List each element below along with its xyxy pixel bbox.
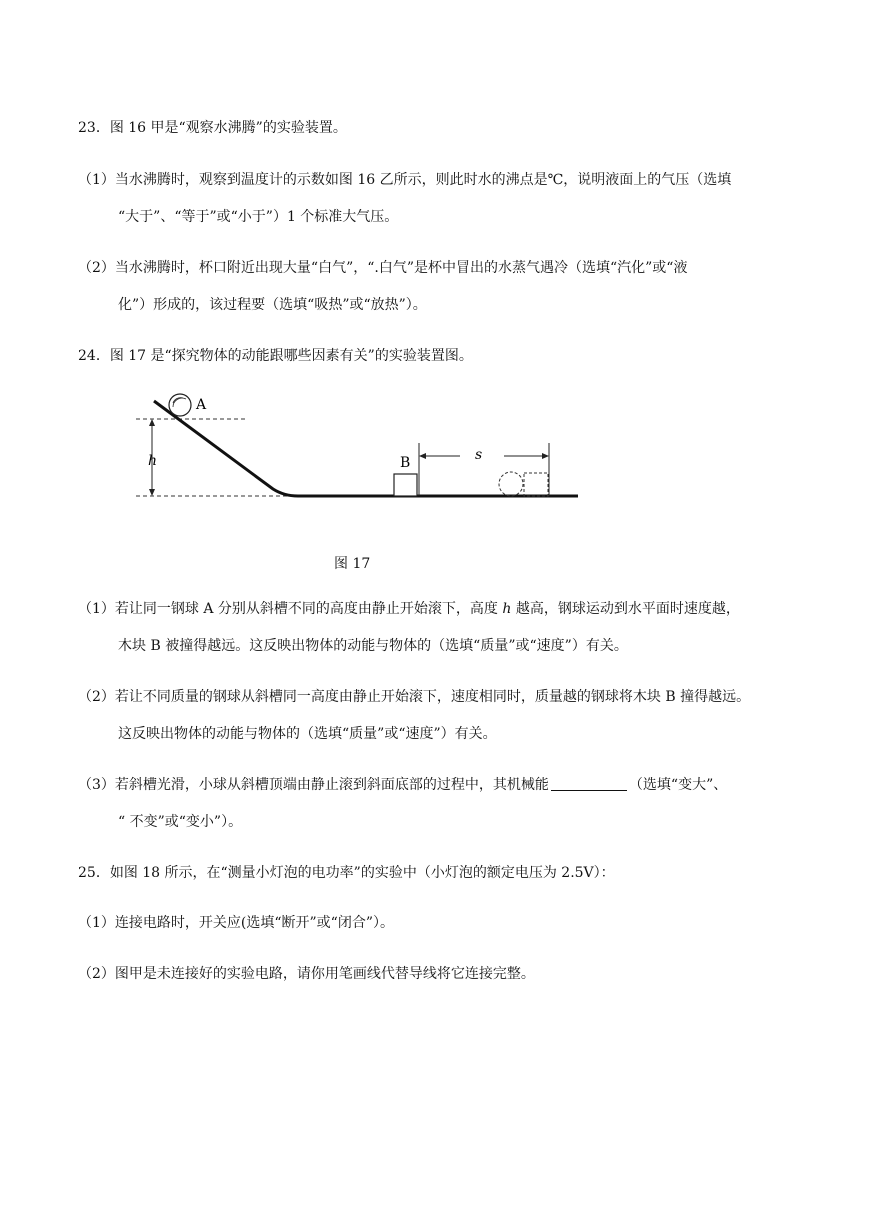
q24-title: 24．图 17 是“探究物体的动能跟哪些因素有关”的实验装置图。 xyxy=(78,348,473,364)
slope-track xyxy=(154,401,578,496)
figure-17-caption: 图 17 xyxy=(334,556,371,572)
height-arrow-head-bottom xyxy=(149,489,155,496)
q24-part1-line1 xyxy=(78,600,740,618)
answer-blank[interactable] xyxy=(551,776,627,791)
q23-title: 23．图 16 甲是“观察水沸腾”的实验装置。 xyxy=(78,120,347,136)
label-a: A xyxy=(196,397,207,413)
height-arrow-head-top xyxy=(149,419,155,426)
q24-part3-line1 xyxy=(78,776,727,794)
q24-part2-line2: 这反映出物体的动能与物体的（选填“质量”或“速度”）有关。 xyxy=(118,726,497,742)
q24-part1-text-a: （1）若让同一钢球 A 分别从斜槽不同的高度由静止开始滚下，高度 xyxy=(78,601,503,617)
q24-part1-line2: 木块 B 被撞得越远。这反映出物体的动能与物体的（选填“质量”或“速度”）有关。 xyxy=(118,638,628,654)
q25-title: 25．如图 18 所示，在“测量小灯泡的电功率”的实验中（小灯泡的额定电压为 2.5V）： xyxy=(78,865,615,881)
q24-part2-line1: （2）若让不同质量的钢球从斜槽同一高度由静止开始滚下，速度相同时，质量越的钢球将木块 B 撞得越远。 xyxy=(78,689,751,705)
label-s: s xyxy=(475,447,483,463)
figure-17-diagram xyxy=(128,385,588,510)
q24-part3-text-a: （3）若斜槽光滑，小球从斜槽顶端由静止滚到斜面底部的过程中，其机械能 xyxy=(78,777,549,793)
label-h: h xyxy=(148,453,158,469)
q24-part3-line2: “ 不变”或“变小”）。 xyxy=(118,814,243,830)
distance-arrow-right-head xyxy=(542,453,549,459)
q23-part1-line2: “大于”、“等于”或“小于”）1 个标准大气压。 xyxy=(118,209,399,225)
q23-part2-line2: 化”）形成的，该过程要（选填“吸热”或“放热”）。 xyxy=(118,297,427,313)
q24-part3-text-b: （选填“变大”、 xyxy=(628,777,728,793)
dashed-block-end xyxy=(524,473,548,496)
block-b xyxy=(394,474,417,496)
q23-part1-line1: （1）当水沸腾时，观察到温度计的示数如图 16 乙所示，则此时水的沸点是℃，说明液面上的气压（选填 xyxy=(78,172,732,188)
q24-part1-h: h xyxy=(502,601,512,617)
label-b: B xyxy=(400,455,411,471)
dashed-ball-end xyxy=(499,472,523,496)
q25-part2: （2）图甲是未连接好的实验电路，请你用笔画线代替导线将它连接完整。 xyxy=(78,966,535,982)
q23-part2-line1: （2）当水沸腾时，杯口附近出现大量“白气”，“.白气”是杯中冒出的水蒸气遇冷（选填“汽化”或“液 xyxy=(78,260,688,276)
distance-arrow-left-head xyxy=(419,453,426,459)
q24-part1-text-b: 越高，钢球运动到水平面时速度越， xyxy=(511,601,740,617)
q25-part1: （1）连接电路时，开关应(选填“断开”或“闭合”）。 xyxy=(78,915,394,931)
